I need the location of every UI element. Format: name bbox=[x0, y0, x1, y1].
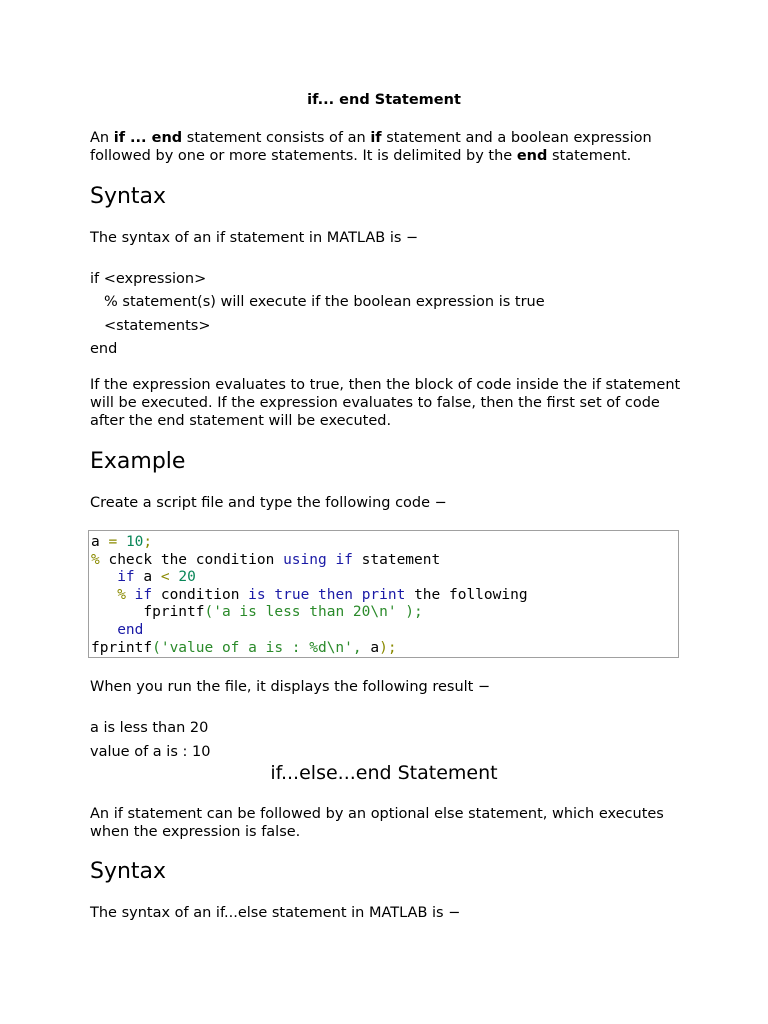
result-line: value of a is : 10 bbox=[90, 744, 211, 760]
section-title-if-end: if... end Statement bbox=[307, 92, 461, 108]
result-intro: When you run the file, it displays the following result − bbox=[90, 679, 491, 695]
syntax-line: % statement(s) will execute if the boolean expression is true bbox=[104, 294, 545, 310]
syntax-line: <statements> bbox=[104, 318, 211, 334]
if-else-intro: An if statement can be followed by an optional else statement, which executes when the expression is false. bbox=[90, 806, 664, 840]
code-line: a = 10; bbox=[91, 534, 153, 550]
code-line: fprintf('a is less than 20\n' ); bbox=[143, 604, 423, 621]
section-title-if-else-end: if...else...end Statement bbox=[270, 762, 498, 784]
result-line: a is less than 20 bbox=[90, 720, 209, 736]
code-line: fprintf('value of a is : %d\n', a); bbox=[91, 639, 397, 656]
syntax-line: end bbox=[90, 341, 118, 357]
intro-paragraph: An if ... end statement consists of an if statement and a boolean expression followed by one or more statements. It is delimited by the end statement. bbox=[90, 130, 652, 164]
explanation-paragraph: If the expression evaluates to true, then the block of code inside the if statement will be executed. If the expression evaluates to false, then the first set of code after the end statement will be executed. bbox=[90, 377, 681, 429]
syntax-intro-2: The syntax of an if...else statement in MATLAB is − bbox=[90, 905, 461, 921]
syntax-heading: Syntax bbox=[90, 184, 167, 209]
example-intro: Create a script file and type the following code − bbox=[90, 495, 447, 511]
code-line: if a < 20 bbox=[117, 569, 196, 586]
syntax-line: if <expression> bbox=[90, 271, 207, 287]
code-block bbox=[88, 530, 679, 658]
example-heading: Example bbox=[90, 449, 186, 474]
syntax-intro: The syntax of an if statement in MATLAB is − bbox=[90, 230, 419, 246]
syntax-heading-2: Syntax bbox=[90, 859, 167, 884]
code-line: end bbox=[117, 621, 144, 638]
code-line: % check the condition using if statement bbox=[91, 551, 441, 568]
code-line: % if condition is true then print the following bbox=[117, 586, 528, 603]
